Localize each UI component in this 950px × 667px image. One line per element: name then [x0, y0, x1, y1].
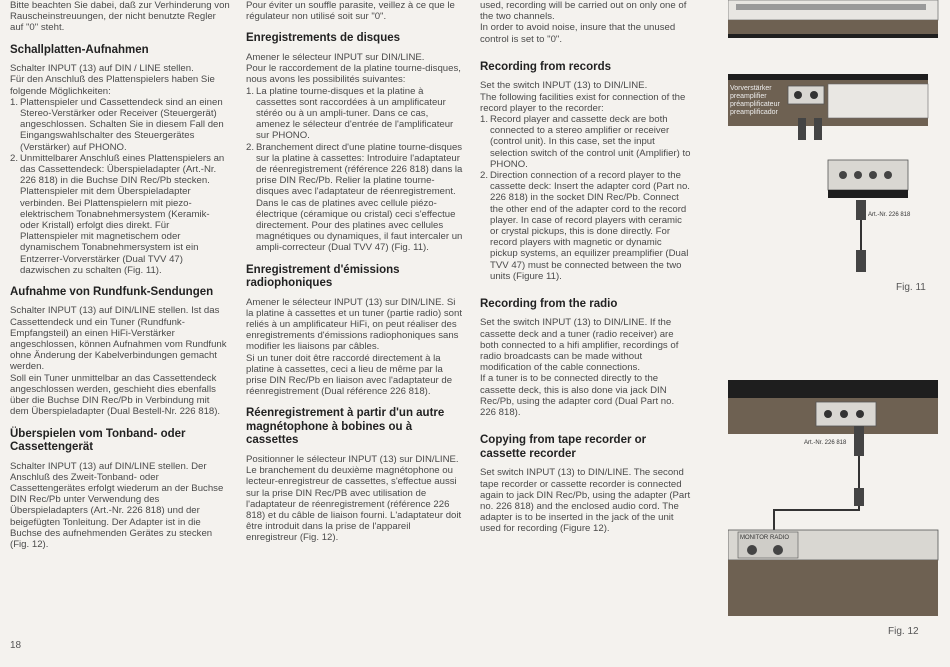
records-switch-text: Set the switch INPUT (13) to DIN/LINE.: [480, 80, 648, 92]
list-text: Direction connection of a record player to the cassette deck: Insert the adapter cord (Part no. 226 818) in the socket DIN Rec/Pb. Connect the other end of the adapter cord to the record player. In case of record players with ceramic or crystal pickups, this is done directly. For record players with magnetic or dynamic pickup systems, an equilizer preamplifier (Dual TVV 47) must be connected between the two units (Figure 11).: [490, 169, 690, 282]
fig11-part-label: Art.-Nr. 226 818: [868, 212, 911, 218]
tape-text-2: Le branchement du deuxième magnétophone ou lecteur-enregistreur de cassettes, s'effectue aussi sur la prise DIN Rec/PB avec utilisation de l'adaptateur de réenregistrement (référence 226 818) et du câble de liaison fourni. L'adaptateur doit être introduit dans la prise de l'appareil enregistreur (Fig. 12).: [246, 465, 462, 544]
adapter-plug-icon: [854, 488, 864, 506]
list-item: [246, 142, 464, 254]
heading-tape: Réenregistrement à partir d'un autre magnétophone à bobines ou à cassettes: [246, 407, 445, 447]
column-german: [10, 0, 230, 550]
heading-radio: Recording from the radio: [480, 297, 618, 310]
page-number: 18: [10, 640, 22, 651]
turntable-base: [728, 20, 938, 34]
preamp-socket-block: [788, 86, 824, 104]
adapter-plug-icon: [856, 200, 866, 220]
radio-text-2: Soll ein Tuner unmittelbar an das Cassettendeck angeschlossen werden, geschieht dies ebenfalls über die Buchse DIN Rec/Pb in Verbindung mit dem Überspieladapter (Dual Bestell-Nr. 226 818).: [10, 372, 221, 418]
radio-text: Set the switch INPUT (13) to DIN/LINE. If the cassette deck and a tuner (radio receiver) are both connected to a hifi amplifier, recordings of radio broadcasts can be made without modification of the cable connections.: [480, 317, 679, 374]
preamp-label-en: preamplifier: [730, 93, 767, 100]
jack-label-radio: RADIO: [770, 535, 790, 541]
figure-11-illustration: [728, 0, 943, 280]
figures-column: [700, 0, 950, 667]
rca-plug-icon: [814, 118, 822, 140]
din-socket-icon: [839, 171, 847, 179]
heading-radio: Enregistrement d'émissions radiophoniques: [246, 263, 400, 290]
deck-top: [728, 380, 938, 398]
list-text: Unmittelbarer Anschluß eines Plattenspielers an das Cassettendeck: Überspieladapter (Art.-Nr. 226 818) in die Buchse DIN Rec/Pb stecken. Plattenspieler mit dem Überspieladapter verbinden. Bei Plattenspielern mit piezo-elektrischem Tonabnehmersystem (Keramik- oder Kristall) erfolgt dies direkt. Für Plattenspieler mit magnetischem oder dynamischem Tonabnehmersystem ist ein Entzerrer-Vorverstärker (Dual TVV 47) dazwischen zu schalten (Fig. 11).: [20, 152, 225, 276]
socket-icon: [810, 91, 818, 99]
din-socket-icon: [747, 545, 757, 555]
tape-text: Schalter INPUT (13) auf DIN/LINE stellen. Der Anschluß des Zweit-Tonband- oder Cassettengerätes erfolgt wiederum an der Buchse DIN Rec/Pb unter Verwendung des Überspieladapters (Art.-Nr. 226 818) und der beigefügten Tonleitung. Der Adapter ist in die Buchse des aufnehmenden Gerätes zu stecken (Fig. 12).: [10, 460, 224, 550]
heading-radio: Aufnahme von Rundfunk-Sendungen: [10, 285, 214, 298]
records-switch-text: Amener le sélecteur INPUT sur DIN/LINE.: [246, 51, 425, 63]
intro-text: used, recording will be carried out on only one of the two channels.: [480, 0, 687, 23]
socket-icon: [824, 410, 832, 418]
preamp-label-it: preamplificador: [730, 109, 778, 116]
heading-tape: Copying from tape recorder or cassette recorder: [480, 434, 647, 460]
fig-11-label: Fig. 11: [896, 282, 926, 293]
heading-records: Enregistrements de disques: [246, 32, 401, 45]
din-socket-icon: [884, 171, 892, 179]
radio-text: Amener le sélecteur INPUT (13) sur DIN/LINE. Si la platine à cassettes et un tuner (partie radio) sont reliés à un amplificateur HiFi, on peut réaliser des enregistrements d'émissions radiophoniques sans modifier les liaisons par câbles.: [246, 296, 462, 353]
din-socket-icon: [854, 171, 862, 179]
list-item: [480, 114, 692, 170]
records-intro-text: Für den Anschluß des Plattenspielers haben Sie folgende Möglichkeiten:: [10, 74, 215, 97]
intro-text: Bitte beachten Sie dabei, daß zur Verhinderung von Rauscheinstreuungen, der nicht benutzte Regler auf "0" steht.: [10, 0, 230, 34]
jack-label-monitor: MONITOR: [740, 535, 769, 541]
list-number: 2.: [246, 141, 255, 153]
turntable-platter: [736, 4, 926, 10]
heading-records: Recording from records: [480, 60, 611, 73]
list-number: 1.: [246, 85, 255, 97]
fig-12-label: Fig. 12: [888, 626, 919, 637]
list-item: [480, 170, 692, 282]
heading-records: Schallplatten-Aufnahmen: [10, 43, 149, 56]
radio-text: Schalter INPUT (13) auf DIN/LINE stellen. Ist das Cassettendeck und ein Tuner (Rundfunk-Empfangsteil) an einen HiFi-Verstärker angeschlossen, können Aufnahmen vom Rundfunk ohne Änderung der Kabelverbindungen gemacht werden.: [10, 305, 227, 373]
din-socket-icon: [869, 171, 877, 179]
preamp-label-de: Vorverstärker: [730, 85, 772, 92]
list-number: 1.: [10, 96, 19, 108]
tape-text: Set switch INPUT (13) to DIN/LINE. The second tape recorder or cassette recorder is connected again to jack DIN Rec/Pb, using the adapter (Part no. 226 818) and the enclosed audio cord. The adapter is to be inserted in the jack of the unit used for recording (Figure 12).: [480, 467, 691, 535]
adapter-plug-icon: [856, 250, 866, 272]
column-english: [480, 0, 692, 535]
records-intro-text: The following facilities exist for connection of the record player to the recorder:: [480, 91, 686, 114]
list-text: Plattenspieler und Cassettendeck sind an einen Stereo-Verstärker oder Receiver (Steuergerät) angeschlossen. Schalten Sie in diesem Fall den Eingangswahlschalter des Steuergerätes (Verstärker) auf PHONO.: [20, 96, 224, 153]
rca-plug-icon: [798, 118, 806, 140]
heading-tape: Überspielen vom Tonband- oder Cassettengerät: [10, 427, 186, 453]
radio-text-2: If a tuner is to be connected directly to the cassette deck, this is also done via jack DIN Rec/Pb, using the adapter cord (Dual Part no. 226 818).: [480, 373, 675, 419]
records-switch-text: Schalter INPUT (13) auf DIN / LINE stellen.: [10, 63, 194, 75]
socket-icon: [794, 91, 802, 99]
socket-icon: [856, 410, 864, 418]
list-item: [10, 153, 230, 276]
fig12-part-label: Art.-Nr. 226 818: [804, 440, 847, 446]
list-number: 2.: [10, 152, 19, 164]
intro-text: Pour éviter un souffle parasite, veillez à ce que le régulateur non utilisé soit sur "0".: [246, 0, 455, 23]
list-item: [246, 86, 464, 142]
list-text: Branchement direct d'une platine tourne-disques sur la platine à cassettes: Introduire l'adaptateur de réenregistrement (référence 226 818) dans la prise DIN Rec/Pb. Relier la platine tourne-disques avec l'adaptateur de réenregistrement. Dans le cas de platines avec cellule piézo-électrique (céramique ou cristal) ceci s'effectue directement. Pour des platines avec cellules magnétiques ou dynamiques, il faut intercaler un ampli-correcteur (Dual TVV 47) (Fig. 11).: [256, 141, 463, 254]
records-intro-text: Pour le raccordement de la platine tourne-disques, nous avons les possibilités suivantes:: [246, 63, 461, 86]
list-number: 2.: [480, 169, 489, 181]
column-french: [246, 0, 464, 544]
second-recorder-base: [728, 560, 938, 616]
audio-cable: [774, 506, 859, 530]
radio-text-2: Si un tuner doit être raccordé directement à la platine à cassettes, ceci a lieu de même par la prise DIN Rec/Pb en liaison avec l'adaptateur de réenregistrement (Dual référence 226 818).: [246, 352, 453, 398]
adapter-plug-icon: [854, 426, 864, 456]
figure-12-illustration: [728, 380, 943, 620]
list-text: La platine tourne-disques et la platine à cassettes sont raccordées à un amplificateur stéréo ou à un ampli-tuner. Dans ce cas, amenez le sélecteur d'entrée de l'amplificateur sur PHONO.: [256, 85, 454, 142]
tape-text: Positionner le sélecteur INPUT (13) sur DIN/LINE.: [246, 453, 459, 465]
preamp-label-fr: préamplificateur: [730, 101, 780, 108]
list-number: 1.: [480, 113, 489, 125]
intro-text-2: In order to avoid noise, insure that the unused control is set to "0".: [480, 22, 676, 45]
din-socket-icon: [773, 545, 783, 555]
list-item: [10, 97, 230, 153]
socket-icon: [840, 410, 848, 418]
list-text: Record player and cassette deck are both connected to a stereo amplifier or receiver (control unit). In this case, set the input selection switch of the control unit (Amplifier) to PHONO.: [490, 113, 691, 170]
